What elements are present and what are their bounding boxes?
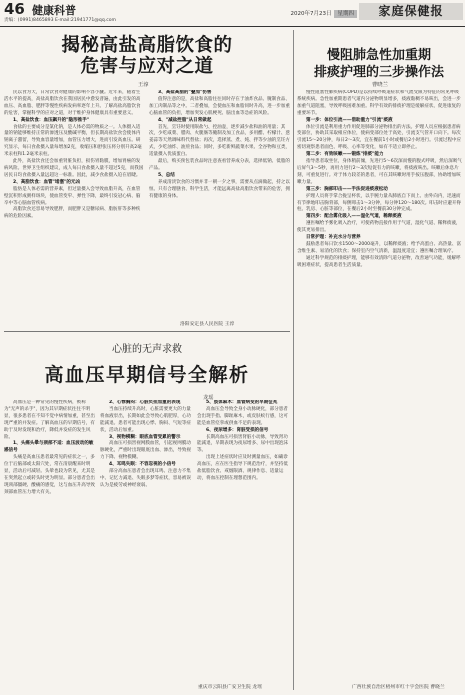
divider xyxy=(4,331,290,332)
article1-title-line2: 危害与应对之道 xyxy=(80,56,214,77)
subheading: 1、头痛头晕与颈部不适：血压波动的敏感信号 xyxy=(4,441,94,454)
article1-affiliation: 洛阳安定县人民医院 王淳 xyxy=(180,322,235,327)
section-title: 健康科普 xyxy=(32,4,76,17)
article3-affiliation: 广西壮族自治区梧州市红十字会医院 曹晓兰 xyxy=(352,685,445,690)
paragraph: 值得注意的是，高盐和高脂往往同时存在于油炸食品、腌制食品、加工肉制品等之中。二者叠加，会使血压和血脂同时升高，进一步加重心脑血管的负担，增加突发心肌梗死、脑出血等急症的风险。 xyxy=(149,96,290,116)
paragraph: 通过科学规范的排痰护理，能够有效清除气道分泌物，改善通气功能，缓解呼吸困难症状，提高患者生活质量。 xyxy=(297,255,461,268)
subheading: 4、"减盐控脂"从日常做起 xyxy=(158,117,212,123)
article1-title-line1: 揭秘高盐高脂饮食的 xyxy=(61,35,233,56)
paragraph: 高血压可损害视网膜血管，引起视网膜动脉硬化，严重时出现眼底出血、渗出，导致视力下降、视物模糊。 xyxy=(100,441,191,461)
subheading: 日常护理：补充水分与营养 xyxy=(306,235,361,241)
paragraph: 高血压是一种常见的慢性疾病，被称为"无声的杀手"，因为其早期症状往往不明显，很多患者在不知不觉中病情加重，甚至出现严重的并发症。了解高血压的早期信号，有助于及时发现和治疗，降低并发症的发生风险。 xyxy=(4,400,95,440)
article3-title-line2: 排痰护理的三步操作法 xyxy=(313,65,444,80)
article3-column xyxy=(297,90,462,678)
paragraph: 养成清淡饮食的习惯并非一朝一夕之事，需要从点滴做起，持之以恒。只有合理膳食、科学生活，才能远离高盐高脂饮食带来的危害，拥有健康的身体。 xyxy=(149,179,290,199)
subheading: 6、夜尿增多：肾脏受损的信号 xyxy=(206,427,269,433)
paragraph: 此外，高盐饮食还会加重肾脏负担，损伤胃黏膜，增加胃癌的发病风险。世界卫生组织建议，成人每日食盐摄入量不超过5克，而我国居民日均食盐摄入量远超这一标准。因此，减少食盐摄入迫在眉睫。 xyxy=(4,159,144,178)
subheading: 2、心悸胸闷：心脏负担加重的表现 xyxy=(109,400,181,405)
article1-column-2 xyxy=(149,90,290,318)
paragraph: 指导患者取坐位，身体稍前倾，先进行5～6次深而慢的腹式呼吸，然后深吸气后屏气3～5秒，再用力进行2～3次短促有力的咳嗽，将痰液咳出。咳嗽后休息片刻，可重复进行。对于体力较差的患者，可在其咳嗽时用手按压腹部，协助增加咳嗽力量。 xyxy=(297,159,462,185)
subheading: 1、高盐饮食：血压飙升的"隐形推手" xyxy=(13,117,90,123)
paragraph: 长期高血压可损害肾脏小动脉，导致肾功能减退，早期表现为夜尿增多、尿中出现泡沫等。 xyxy=(197,434,288,454)
paragraph: 高血压会导致全身小动脉硬化，部分患者会出现手指、脚趾麻木，或皮肤蚁行感，这可能是血管痉挛或供血不足的表现。 xyxy=(197,406,288,426)
subheading: 5、肢体麻木：血管病变的早期征兆 xyxy=(206,400,278,405)
article3-author: 曹晓兰 xyxy=(372,82,388,88)
paragraph: 出现上述症状时应及时测量血压，如确诊高血压，应在医生指导下规范治疗，并坚持低盐低脂饮食、戒烟限酒、规律作息、适量运动，将血压控制在理想范围内。 xyxy=(197,455,288,481)
page-number: 46 xyxy=(4,0,25,18)
article2-column-2 xyxy=(100,400,193,686)
article2-affiliation: 重庆市云阳县广安卫生院 龙瑶 xyxy=(198,685,262,690)
article1-author: 王淳 xyxy=(138,82,149,88)
paragraph: 头痛是高血压患者最常见的症状之一，多位于后脑部或太阳穴处，常在清晨醒来时明显，活动后可减轻。头晕也较为常见，尤其是在突然起立或转头时更为明显。部分患者会出现颈部僵硬、酸痛的感觉，这与血压升高导致颈部血管压力增大有关。 xyxy=(4,455,95,495)
subheading: 第一步：体位引流——借助重力"引流"痰液 xyxy=(306,117,393,123)
subheading: 3、高盐高脂的"叠加"伤害 xyxy=(158,90,212,95)
editor-contact: 责编：(0991)8465893 E-mail:21941771@qq.com xyxy=(4,18,117,23)
subheading: 2、高脂饮食：血管"堵塞"的元凶 xyxy=(13,179,81,185)
paragraph: 当血压持续升高时，心脏需要更大的力量将血液泵出，长期如此会导致心肌肥厚，心功能减退。患者可能出现心悸、胸闷、气短等症状，活动后加重。 xyxy=(100,406,191,433)
paragraph: 高脂饮食还容易导致肥胖，而肥胖又是糖尿病、脂肪肝等多种疾病的危险因素。 xyxy=(4,207,141,220)
date-text: 2020年7月23日 xyxy=(290,11,332,17)
paragraph: 护理人员将手掌合拢呈杯状，以手腕力量从肺底自下而上、由外向内，迅速而有节律地叩击胸背部，每侧叩击1～3分钟，每分钟120～180次。叩击时应避开脊柱、乳房、心脏等部位，在餐后2小时至餐前30分钟完成。 xyxy=(297,193,462,213)
paragraph: 遵医嘱给予雾化吸入治疗，可使药物直接作用于气道，湿化气道、稀释痰液，使其更易排出。 xyxy=(297,221,461,234)
subheading: 3、视物模糊：眼底血管受累的警示 xyxy=(109,434,181,440)
paragraph: 体位引流是利用重力作用促进肺部分泌物排出的方法。护理人员应根据患者病变部位，协助其采取相应体位，使病变部位处于高处，引流支气管开口向下。每次引流15～20分钟，每日2～3次，宜在餐前1小时或餐后2小时进行。引流过程中应密切观察患者面色、呼吸、心率等变化，如有不适立即停止。 xyxy=(297,124,462,151)
article2-author: 龙瑶 xyxy=(203,395,214,401)
paragraph: 最后，购买预包装食品时注意查看营养成分表，选择低钠、低脂的产品。 xyxy=(149,159,290,171)
weekday-badge: 星期四 xyxy=(334,10,357,18)
subheading: 5、总结 xyxy=(158,172,175,178)
article2-column-1 xyxy=(4,400,96,686)
paragraph: 脂肪是人体必需的营养素，但过量摄入会导致血脂升高，在血管壁沉积形成粥样斑块，使血管变窄、弹性下降，最终引发冠心病、脑卒中等心脑血管疾病。 xyxy=(4,186,141,206)
paragraph: 食盐的主要成分是氯化钠，是人体必需的物质之一。人体摄入适量的钠能够维持正常的渗透压及酸碱平衡，但长期高盐饮食会使体内钠离子潴留，导致血容量增加，血管压力增大，进而引发高血压。研究显示，每日食盐摄入量每增加2克，收缩压和舒张压将分别升高2毫米汞柱和1.2毫米汞柱。 xyxy=(4,124,142,158)
article2-kicker: 心脏的无声求救 xyxy=(112,344,182,355)
paragraph: 鼓励患者每日饮水1500～2000毫升，以稀释痰液；给予高蛋白、高热量、富含维生素、易消化的饮食；保持室内空气清新，温湿度适宜；遵医嘱合理氧疗。 xyxy=(297,241,462,254)
paper-name-logo: 家庭保健报 xyxy=(359,3,463,20)
paragraph: 首先，烹饪时使用限盐勺、控油壶，逐步减少盐和油的用量；其次，少吃咸菜、腊肉、火腿肠等腌制及加工食品，多用醋、柠檬汁、葱姜蒜等天然调味料代替盐；再次，选择蒸、煮、炖、拌等少油的烹饪方式，少吃油炸、油煎食品；同时，多吃新鲜蔬菜水果、全谷物和豆类，适量摄入优质蛋白。 xyxy=(149,124,290,158)
article2-title: 高血压早期信号全解析 xyxy=(44,364,250,386)
article3-title-line1: 慢阻肺急性加重期 xyxy=(326,48,431,63)
paragraph: 部分高血压患者会出现耳鸣、注意力不集中、记忆力减退、失眠多梦等症状，容易被误认为是疲劳或神经衰弱。 xyxy=(100,469,191,488)
paragraph: 慢性阻塞性肺疾病(COPD)是以持续呼吸道症状和气流受限为特征的常见呼吸系统疾病。急性加重期患者气道内分泌物明显增多，痰液黏稠不易咳出，会进一步加重气道阻塞，导致呼吸困难加重。科学有效的排痰护理是缓解症状、促进康复的重要环节。 xyxy=(297,90,461,116)
subheading: 第二步：有效咳嗽——锻炼"排痰"能力 xyxy=(306,152,384,158)
issue-date xyxy=(290,9,357,17)
column-divider xyxy=(293,30,294,690)
subheading: 第三步：胸部叩击——手法促进痰液松动 xyxy=(306,186,388,192)
paragraph: 民以食为天，日常饮食对健康的影响不容小觑。近年来，随着生活水平的提高，高盐高脂饮食在我国居民中愈发普遍，由此引发的高血压、高血脂、肥胖等慢性疾病发病率逐年上升。了解高盐高脂饮食的危害，掌握科学的应对之道，对于维护身体健康具有重要意义。 xyxy=(4,90,141,116)
article2-column-3 xyxy=(197,400,290,680)
subheading: 第四步：配合雾化吸入——湿化气道，稀释痰液 xyxy=(306,214,402,220)
subheading: 4、耳鸣失眠：不容忽视的小信号 xyxy=(109,462,176,468)
article1-column-1 xyxy=(4,90,144,326)
masthead xyxy=(0,0,465,27)
